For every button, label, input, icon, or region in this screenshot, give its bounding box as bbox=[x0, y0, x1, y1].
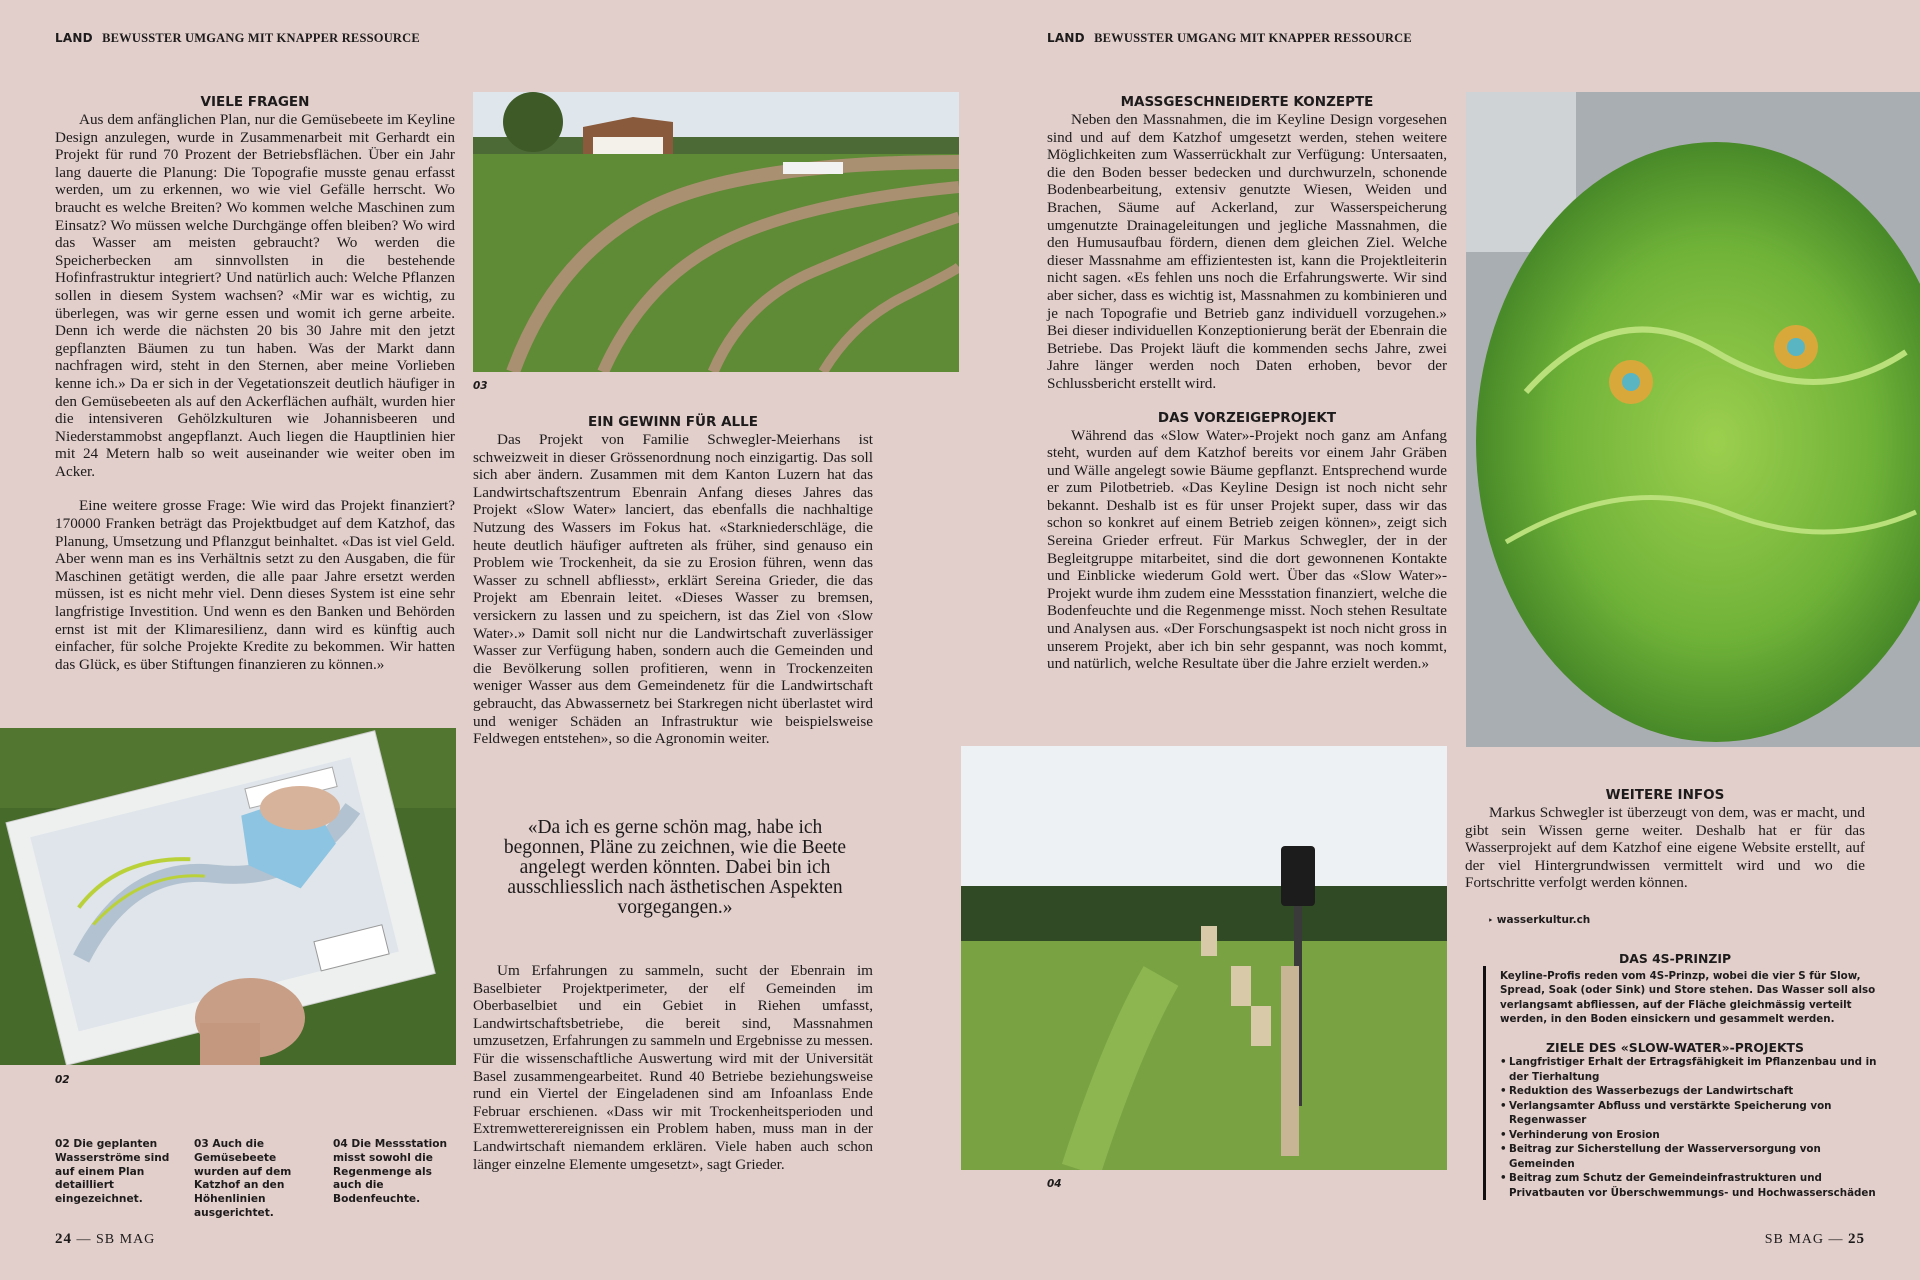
info-box bbox=[1483, 951, 1880, 1200]
photo-measuring-station bbox=[961, 746, 1447, 1170]
section-heading: WEITERE INFOS bbox=[1605, 787, 1725, 803]
box-heading-4s: DAS 4S-PRINZIP bbox=[1618, 951, 1732, 966]
figure-number-02: 02 bbox=[55, 1074, 70, 1086]
section-heading: DAS VORZEIGEPROJEKT bbox=[1157, 409, 1337, 426]
running-head-title: BEWUSSTER UMGANG MIT KNAPPER RESSOURCE bbox=[1094, 31, 1412, 45]
page-number: 25 bbox=[1848, 1231, 1865, 1247]
running-head-right bbox=[1047, 31, 1412, 46]
folio-dash: — bbox=[1828, 1232, 1844, 1247]
goal-item: • Beitrag zum Schutz der Gemeindeinfrastrukturen und Privatbauten vor Überschwemmungs- und Hochwasserschäden bbox=[1500, 1171, 1880, 1200]
goal-item: • Beitrag zur Sicherstellung der Wasserversorgung von Gemeinden bbox=[1500, 1142, 1880, 1171]
triangle-bullet-icon: ‣ bbox=[1488, 916, 1494, 925]
article-column-1 bbox=[55, 94, 455, 673]
body-paragraph: Neben den Massnahmen, die im Keyline Design vorgesehen sind und auf dem Katzhof umgesetzt werden, stehen weitere Möglichkeiten zum Wasserrückhalt zur Verfügung: Untersaaten, die den Boden besser bedecken und durchwurzeln, schonende Bodenbearbeitung, extensiv genutzte Wiesen, Weiden und Brachen, Säume auf Ackerland, zur Wasserspeicherung umgenutzte Drainageleitungen und jegliche Massnahmen, die den Humusaufbau fördern, dienen dem gleichen Ziel. Welche dieser Massnahme am effizientesten ist, kann die Projektleiterin nicht sagen. «Es fehlen uns noch die Erfahrungswerte. Wir sind aber sicher, dass es wichtig ist, Massnahmen zu kombinieren und je nach Topografie und Betrieb ganz individuell vorzugehen.» Bei dieser individuellen Konzeptionierung berät der Ebenrain die Betriebe. Das Projekt läuft die kommenden sechs Jahre, zwei Jahre länger werden noch Daten erhoben, bevor der Schlussbericht erstellt wird. bbox=[1047, 111, 1447, 392]
field-illustration bbox=[473, 92, 959, 372]
section-heading: VIELE FRAGEN bbox=[200, 94, 310, 110]
goal-item: • Verlangsamter Abfluss und verstärkte Speicherung von Regenwasser bbox=[1500, 1099, 1880, 1128]
running-head-left bbox=[55, 31, 420, 46]
caption-02: 02 Die geplanten Wasserströme sind auf einem Plan detailliert eingezeichnet. bbox=[55, 1138, 170, 1206]
photo-vegetable-beds bbox=[473, 92, 959, 372]
goal-item: • Langfristiger Erhalt der Ertragsfähigkeit im Pflanzenbau und in der Tierhaltung bbox=[1500, 1055, 1880, 1084]
goal-item: • Verhinderung von Erosion bbox=[1500, 1128, 1880, 1143]
article-column-3 bbox=[1047, 94, 1447, 673]
caption-03: 03 Auch die Gemüsebeete wurden auf dem Katzhof an den Höhenlinien ausgerichtet. bbox=[194, 1138, 292, 1219]
magazine-name: SB MAG bbox=[1764, 1232, 1824, 1247]
article-column-2 bbox=[473, 414, 873, 748]
body-paragraph: Um Erfahrungen zu sammeln, sucht der Ebenrain im Baselbieter Projektperimeter, der elf Gemeinden im Oberbaselbiet und ein Gebiet in Riehen umfasst, Landwirtschaftsbetriebe, die bereit sind, Massnahmen umzusetzen, Erfahrungen zu sammeln und Ergebnisse zu messen. Für die wissenschaftliche Auswertung wird mit der Universität Basel zusammengearbeitet. Rund 40 Betriebe beziehungsweise rund ein Viertel der Eingeladenen sind am Infoanlass Ende Februar erschienen. «Dass wir mit Trockenheitsperioden und Extremwetterereignissen ein Problem haben, muss man in der Landwirtschaft niemandem erklären. Viele haben auch schon länger einzelne Elemente umgesetzt», sagt Grieder. bbox=[473, 962, 873, 1173]
body-paragraph: Eine weitere grosse Frage: Wie wird das Projekt finanziert? 170000 Franken beträgt das Projektbudget auf dem Katzhof, das Planung, Umsetzung und Pflanzgut beinhaltet. «Das ist viel Geld. Aber wenn man es ins Verhältnis setzt zu den Ausgaben, die für Maschinen getätigt werden, die alle paar Jahre ersetzt werden müssen, ist es nicht mehr viel. Denn dieses System ist eine sehr langfristige Investition. Und wenn es den Banken und Behörden ernst ist mit der Klimaresilienz, dann wird es künftig auch einfacher, für solche Projekte Kredite zu bekommen. Wir hatten das Glück, es über Stiftungen finanzieren zu können.» bbox=[55, 497, 455, 673]
website-link[interactable] bbox=[1488, 914, 1590, 926]
page-number: 24 bbox=[55, 1231, 72, 1247]
running-head-title: BEWUSSTER UMGANG MIT KNAPPER RESSOURCE bbox=[102, 31, 420, 45]
magazine-name: SB MAG bbox=[96, 1232, 156, 1247]
box-text-4s: Keyline-Profis reden vom 4S-Prinzp, wobei die vier S für Slow, Spread, Soak (oder Sink) und Store stehen. Das Wasser soll also verlangsamt abfliessen, auf der Fläche gleichmässig verteilt werden, in den Boden einsickern und gesammelt werden. bbox=[1500, 969, 1876, 1025]
folio-left bbox=[55, 1231, 155, 1248]
article-column-2-continued bbox=[473, 962, 873, 1173]
section-label: LAND bbox=[55, 31, 93, 45]
photo-plan-in-hands bbox=[0, 728, 456, 1065]
further-info-section bbox=[1465, 787, 1865, 892]
goal-item: • Reduktion des Wasserbezugs der Landwirtschaft bbox=[1500, 1084, 1880, 1099]
folio-right bbox=[1765, 1231, 1865, 1248]
goals-list bbox=[1500, 1055, 1880, 1200]
figure-number-04: 04 bbox=[1047, 1178, 1062, 1190]
rain-gauge bbox=[1281, 846, 1315, 906]
box-heading-goals: ZIELE DES «SLOW-WATER»-PROJEKTS bbox=[1546, 1039, 1804, 1055]
figure-number-03: 03 bbox=[473, 380, 488, 392]
caption-04: 04 Die Messstation misst sowohl die Regenmenge als auch die Bodenfeuchte. bbox=[333, 1138, 448, 1206]
body-paragraph: Während das «Slow Water»-Projekt noch ganz am Anfang steht, wurden auf dem Katzhof bereits vor einem Jahr Gräben und Wälle angelegt sowie Bäume gepflanzt. Entsprechend wurde er zum Pilotbetrieb. «Das Keyline Design ist noch nicht sehr bekannt. Deshalb ist es für unser Projekt super, dass wir das schon so konkret auf einem Betrieb zeigen können», zeigt sich Sereina Grieder erfreut. Für Markus Schwegler, der in der Begleitgruppe mitarbeitet, sind die dort gewonnenen Kontakte und Einblicke wiederum Gold wert. Über das «Slow Water»-Projekt wurde ihm zudem eine Messstation finanziert, welche die Bodenfeuchte und die Regenmenge misst. Noch stehen Resultate und Analysen aus. «Der Forschungsaspekt ist noch nicht gross in unserem Projekt, aber ich bin sehr gespannt, was noch kommt, und natürlich, welche Resultate über die Jahre erzielt werden.» bbox=[1047, 426, 1447, 673]
meadow-illustration bbox=[961, 746, 1447, 1170]
body-paragraph: Markus Schwegler ist überzeugt von dem, was er macht, und gibt sein Wissen gerne weiter. Deshalb hat er für das Wasserprojekt auf dem Katzhof eine eigene Website erstellt, auf der viel Hintergrundwissen vermittelt wird und wo die Fortschritte verfolgt werden können. bbox=[1465, 804, 1865, 892]
photo-lettuce bbox=[1466, 92, 1920, 747]
section-heading: EIN GEWINN FÜR ALLE bbox=[588, 414, 758, 430]
plan-illustration bbox=[0, 728, 456, 1065]
body-paragraph: Das Projekt von Familie Schwegler-Meierhans ist schweizweit in dieser Grössenordnung noch einzigartig. Das soll sich aber ändern. Zusammen mit dem Kanton Luzern hat das Landwirtschaftszentrum Ebenrain Anfang dieses Jahres das Projekt «Slow Water» lanciert, das ebenfalls die nachhaltige Nutzung des Wassers im Fokus hat. «Starkniederschläge, die heute deutlich häufiger auftreten als früher, sind genauso ein Problem wie Trockenheit, da sie zu Erosion führen, wenn das Wasser zu schnell abfliesst», erklärt Sereina Grieder, die das Projekt am Ebenrain leitet. «Dieses Wasser zu bremsen, versickern zu lassen und zu speichern, ist das Ziel von ‹Slow Water›.» Damit soll nicht nur die Landwirtschaft zuverlässiger Wasser zur Verfügung haben, sondern auch die Gemeinden und die Bevölkerung sollen profitieren, wenn in Trockenzeiten weniger Wasser aus dem Gemeindenetz für die Landwirtschaft gebraucht, das Abwassernetz bei Starkregen nicht überlastet wird und weniger Schäden an Infrastruktur wie beispielsweise Feldwegen entstehen», so die Agronomin weiter. bbox=[473, 431, 873, 748]
lettuce-illustration bbox=[1466, 92, 1920, 747]
pull-quote: «Da ich es gerne schön mag, habe ich begonnen, Pläne zu zeichnen, wie die Beete angelegt werden könnten. Dabei bin ich ausschliesslich nach ästhetischen Aspekten vorgegangen.» bbox=[503, 817, 847, 918]
section-label: LAND bbox=[1047, 31, 1085, 45]
website-link-text[interactable]: wasserkultur.ch bbox=[1496, 914, 1591, 926]
body-paragraph: Aus dem anfänglichen Plan, nur die Gemüsebeete im Keyline Design anzulegen, wurde in Zusammenarbeit mit Gerhardt ein Projekt für rund 70 Prozent der Betriebsflächen. Über ein Jahr lang dauerte die Planung: Die Topografie musste genau erfasst werden, um zu erkennen, wo wie viel Gefälle herrscht. Wo braucht es welche Breiten? Wo kommen welche Maschinen zum Einsatz? Wo müssen welche Durchgänge offen bleiben? Wo wird das Wasser am meisten gebraucht? Wo werden die Speicherbecken am sinnvollsten in die bestehende Hofinfrastruktur integriert? Und natürlich auch: Welche Pflanzen sollen in diesem System wachsen? «Mir war es wichtig, zu überlegen, was wir gerne essen und womit ich gerne arbeite. Denn ich werde die nächsten 20 bis 30 Jahre mit den jetzt gepflanzten Bäumen zu tun haben. Was der Markt dann nachfragen wird, steht in den Sternen, aber meine Vorlieben kenne ich.» Da er sich in der Vegetationszeit deutlich häufiger in den Gemüsebeeten als auf den Ackerflächen aufhält, wurden hier die intensiveren Gehölzkulturen wie Johannisbeeren und Niederstammobst angepflanzt. Auch liegen die Hauptlinien hier mit 24 Metern halb so weit auseinander wie weiter oben im Acker. bbox=[55, 111, 455, 480]
folio-dash: — bbox=[76, 1232, 92, 1247]
section-heading: MASSGESCHNEIDERTE KONZEPTE bbox=[1120, 94, 1374, 110]
